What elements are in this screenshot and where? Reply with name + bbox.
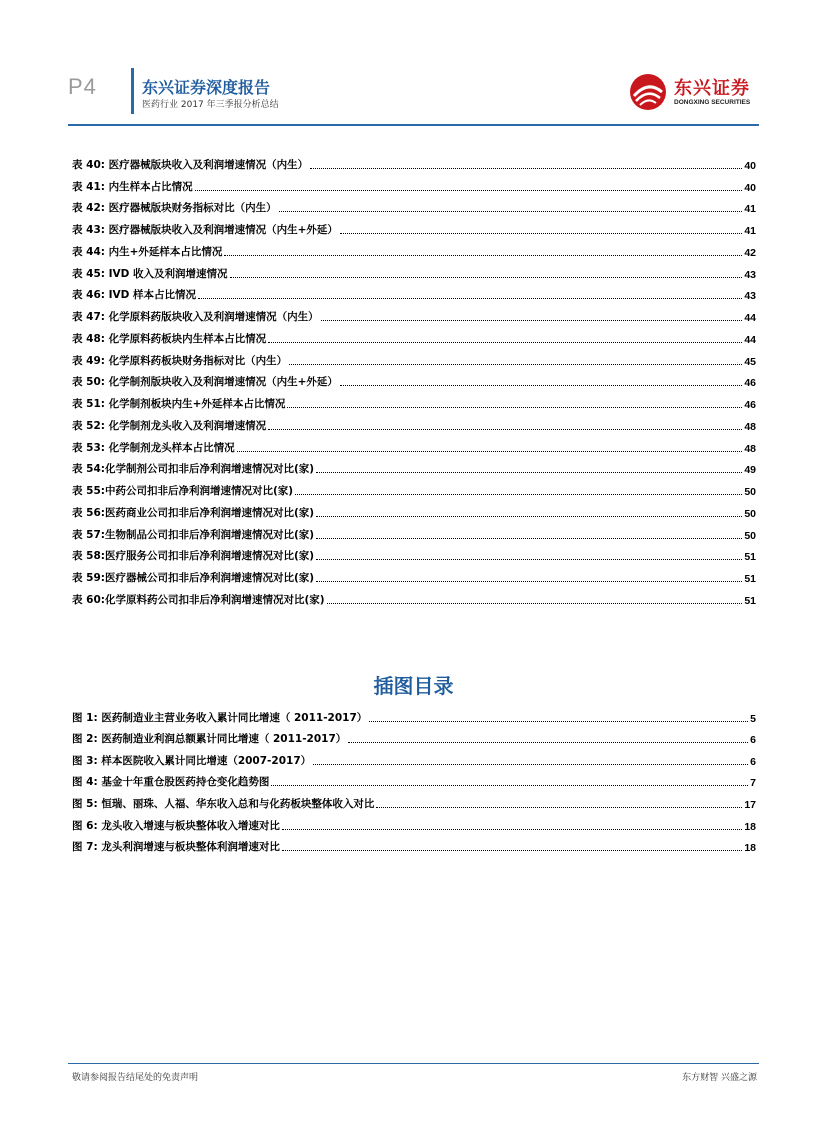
toc-dot-leader [289,363,742,365]
toc-entry-page: 50 [744,486,756,498]
toc-entry[interactable] [72,789,756,811]
toc-entry-page: 18 [744,842,756,855]
toc-entry-label: 表 45: IVD 收入及利润增速情况 [72,267,228,280]
toc-entry-page: 49 [744,464,756,477]
toc-dot-leader [316,558,742,560]
toc-entry-page: 5 [750,712,756,725]
toc-entry-label: 表 42: 医疗器械版块财务指标对比（内生） [72,202,277,215]
toc-dot-leader [224,254,742,256]
footer-rule [68,1063,759,1064]
page-number: P4 [68,74,97,99]
toc-entry[interactable] [72,563,756,585]
toc-dot-leader [316,515,742,517]
toc-entry[interactable] [72,237,756,259]
toc-entry-page: 42 [744,246,756,259]
toc-dot-leader [268,341,742,343]
toc-entry-label: 图 1: 医药制造业主营业务收入累计同比增速（ 2011-2017） [72,711,368,724]
toc-entry-label: 图 6: 龙头收入增速与板块整体收入增速对比 [72,819,280,832]
toc-entry[interactable] [72,811,756,833]
toc-entry-label: 表 44: 内生+外延样本占比情况 [72,245,223,258]
toc-entry[interactable] [72,281,756,303]
toc-entry[interactable] [72,585,756,607]
toc-entry[interactable] [72,150,756,172]
toc-entry[interactable] [72,833,756,855]
toc-entry-page: 17 [744,798,756,811]
toc-dot-leader [376,806,742,808]
toc-dot-leader [316,580,742,582]
header-rule [68,124,759,126]
logo-english-name: DONGXING SECURITIES [674,99,751,106]
logo-chinese-name: 东兴证券 [674,78,750,99]
toc-entry-page: 45 [744,355,756,368]
toc-entry-label: 表 54:化学制剂公司扣非后净利润增速情况对比(家) [72,463,315,476]
toc-entry-page: 44 [744,312,756,324]
toc-dot-leader [340,384,742,386]
toc-entry-page: 48 [744,442,756,455]
toc-entry-page: 41 [744,203,756,216]
toc-entry-page: 48 [744,420,756,433]
toc-entry-label: 表 40: 医疗器械版块收入及利润增速情况（内生） [72,158,309,171]
toc-entry-page: 50 [744,507,756,520]
toc-entry[interactable] [72,433,756,455]
toc-entry-page: 40 [744,159,756,172]
report-subtitle: 医药行业 2017 年三季报分析总结 [142,100,279,110]
toc-entry-page: 44 [744,333,756,346]
brand-logo [628,72,756,112]
toc-entry-label: 表 43: 医疗器械版块收入及利润增速情况（内生+外延） [72,224,338,236]
toc-entry-page: 41 [744,225,756,237]
toc-entry[interactable] [72,368,756,390]
toc-entry-label: 图 3: 样本医院收入累计同比增速（2007-2017） [72,754,312,767]
toc-entry-page: 43 [744,268,756,281]
toc-dot-leader [310,167,742,169]
table-of-figures [72,703,756,854]
toc-entry-label: 表 48: 化学原料药板块内生样本占比情况 [72,332,267,345]
toc-dot-leader [282,849,742,851]
toc-entry-label: 表 56:医药商业公司扣非后净利润增速情况对比(家) [72,506,315,519]
report-title: 东兴证券深度报告 [142,78,271,97]
toc-entry-label: 表 60:化学原料药公司扣非后净利润增速情况对比(家) [72,593,325,606]
toc-dot-leader [279,210,743,212]
toc-entry[interactable] [72,476,756,498]
toc-entry-label: 图 2: 医药制造业利润总额累计同比增速（ 2011-2017） [72,733,347,746]
toc-dot-leader [348,741,748,743]
figures-section-title: 插图目录 [373,674,454,698]
toc-dot-leader [198,297,742,299]
toc-entry-page: 50 [744,529,756,542]
toc-entry[interactable] [72,324,756,346]
toc-dot-leader [369,720,748,722]
toc-entry[interactable] [72,389,756,411]
toc-entry-label: 表 49: 化学原料药板块财务指标对比（内生） [72,354,288,367]
toc-entry-label: 表 51: 化学制剂板块内生+外延样本占比情况 [72,398,286,410]
toc-entry-page: 6 [750,755,756,768]
toc-entry-label: 表 41: 内生样本占比情况 [72,180,193,193]
toc-dot-leader [340,232,742,234]
toc-entry[interactable] [72,455,756,477]
toc-entry-label: 表 47: 化学原料药版块收入及利润增速情况（内生） [72,311,319,323]
toc-dot-leader [230,276,743,278]
toc-dot-leader [271,784,748,786]
toc-entry-label: 表 53: 化学制剂龙头样本占比情况 [72,441,235,454]
toc-entry-label: 表 50: 化学制剂版块收入及利润增速情况（内生+外延） [72,376,338,389]
toc-entry-label: 表 46: IVD 样本占比情况 [72,289,197,302]
toc-entry-label: 表 57:生物制品公司扣非后净利润增速情况对比(家) [72,528,315,541]
logo-emblem-icon [628,72,670,112]
toc-entry-page: 40 [744,181,756,194]
toc-entry-label: 表 58:医疗服务公司扣非后净利润增速情况对比(家) [72,550,315,563]
toc-dot-leader [316,537,742,539]
toc-entry-page: 18 [744,820,756,833]
toc-entry-label: 图 7: 龙头利润增速与板块整体利润增速对比 [72,841,280,854]
toc-entry-page: 46 [744,399,756,411]
toc-dot-leader [316,471,742,473]
toc-dot-leader [287,406,742,408]
toc-dot-leader [237,450,743,452]
toc-entry[interactable] [72,768,756,790]
toc-entry-page: 7 [750,777,756,790]
toc-entry[interactable] [72,172,756,194]
toc-dot-leader [282,828,742,830]
toc-entry[interactable] [72,703,756,725]
toc-dot-leader [321,319,743,321]
toc-entry-page: 51 [744,594,756,607]
toc-entry[interactable] [72,346,756,368]
toc-entry[interactable] [72,498,756,520]
toc-entry-label: 表 59:医疗器械公司扣非后净利润增速情况对比(家) [72,572,315,584]
toc-dot-leader [268,428,742,430]
toc-entry-label: 表 52: 化学制剂龙头收入及利润增速情况 [72,419,267,432]
toc-entry[interactable] [72,746,756,768]
toc-entry-page: 43 [744,290,756,303]
toc-entry-label: 图 5: 恒瑞、丽珠、人福、华东收入总和与化药板块整体收入对比 [72,797,375,810]
toc-entry[interactable] [72,302,756,324]
toc-dot-leader [195,189,743,191]
toc-entry-page: 51 [744,551,756,564]
toc-entry[interactable] [72,725,756,747]
footer-slogan: 东方财智 兴盛之源 [682,1073,757,1083]
toc-dot-leader [313,763,748,765]
toc-entry-page: 6 [750,734,756,747]
toc-entry[interactable] [72,215,756,237]
toc-dot-leader [295,493,742,495]
table-of-tables [72,150,756,607]
toc-entry[interactable] [72,194,756,216]
toc-entry-page: 46 [744,377,756,390]
toc-entry[interactable] [72,520,756,542]
toc-entry[interactable] [72,411,756,433]
toc-entry[interactable] [72,542,756,564]
toc-entry-label: 表 55:中药公司扣非后净利润增速情况对比(家) [72,485,294,497]
toc-entry[interactable] [72,259,756,281]
toc-dot-leader [327,602,743,604]
toc-entry-page: 51 [744,573,756,585]
footer-disclaimer: 敬请参阅报告结尾处的免责声明 [72,1073,199,1083]
toc-entry-label: 图 4: 基金十年重仓股医药持仓变化趋势图 [72,776,270,789]
header-separator [131,68,134,114]
